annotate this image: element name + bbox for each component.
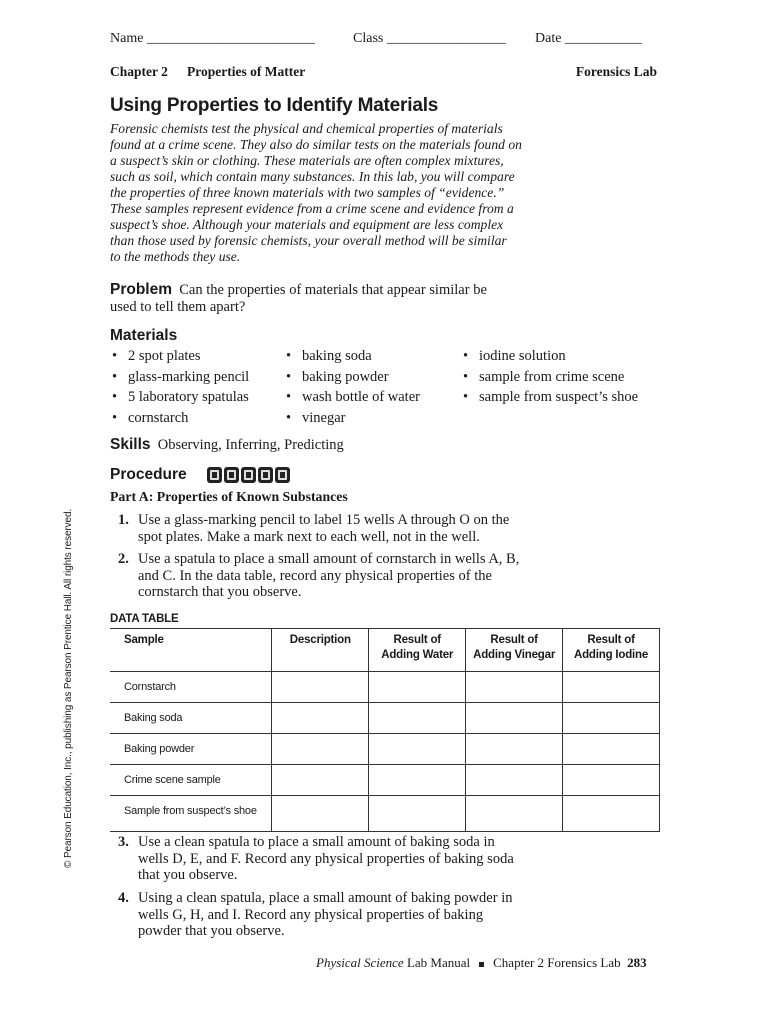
step-line: spot plates. Make a mark next to each well, not in the well. xyxy=(138,528,480,545)
material-label: 2 spot plates xyxy=(128,348,201,364)
goggles-icon xyxy=(207,467,222,483)
footer-chapter-ref: Chapter 2 Forensics Lab xyxy=(493,955,621,970)
step-text xyxy=(138,512,509,545)
result-cell-iodine[interactable] xyxy=(563,703,660,734)
bullet: • xyxy=(286,368,292,385)
result-cell-water[interactable] xyxy=(369,796,466,832)
result-cell-water[interactable] xyxy=(369,765,466,796)
materials-heading: Materials xyxy=(110,327,178,344)
chapter-title: Properties of Matter xyxy=(187,64,306,79)
sample-name-cell: Baking powder xyxy=(110,734,272,765)
data-table-label: DATA TABLE xyxy=(110,613,179,625)
table-row xyxy=(110,765,660,796)
table-row xyxy=(110,703,660,734)
data-table-header-row xyxy=(110,629,660,672)
material-item xyxy=(286,408,420,429)
step-line: Use a spatula to place a small amount of cornstarch in wells A, B, xyxy=(138,551,520,567)
material-item xyxy=(463,346,638,367)
footer-book-rest: Lab Manual xyxy=(403,955,471,970)
part-a-heading: Part A: Properties of Known Substances xyxy=(110,489,348,504)
footer-separator xyxy=(479,962,484,967)
skills-text: Observing, Inferring, Predicting xyxy=(157,437,344,453)
sample-name-cell: Baking soda xyxy=(110,703,272,734)
intro-line: a suspect’s skin or clothing. These materials are often complex mixtures, xyxy=(110,153,504,168)
step-text xyxy=(138,890,512,940)
material-item xyxy=(112,387,249,408)
problem-section xyxy=(110,281,570,316)
footer-book-title: Physical Science xyxy=(316,955,404,970)
material-label: cornstarch xyxy=(128,410,189,427)
material-label: sample from crime scene xyxy=(479,368,625,385)
data-table xyxy=(110,628,660,832)
result-cell-description[interactable] xyxy=(272,703,369,734)
bullet: • xyxy=(286,389,292,406)
chapter-number: Chapter 2 xyxy=(110,64,168,79)
handwashing-icon xyxy=(258,467,273,483)
skills-heading: Skills xyxy=(110,436,151,453)
materials-column-2 xyxy=(286,346,420,429)
result-cell-description[interactable] xyxy=(272,765,369,796)
col-header-description: Description xyxy=(272,629,369,672)
material-label: sample from suspect’s shoe xyxy=(479,389,639,406)
material-label: iodine solution xyxy=(479,348,566,364)
result-cell-iodine[interactable] xyxy=(563,765,660,796)
material-label: baking soda xyxy=(302,348,372,364)
intro-line: to the methods they use. xyxy=(110,249,241,264)
table-row xyxy=(110,734,660,765)
bullet: • xyxy=(463,368,469,385)
result-cell-iodine[interactable] xyxy=(563,672,660,703)
result-cell-vinegar[interactable] xyxy=(466,672,563,703)
bullet: • xyxy=(286,410,292,427)
page-title: Using Properties to Identify Materials xyxy=(110,95,439,116)
intro-line: such as soil, which contain many substances. In this lab, you will compare xyxy=(110,169,515,184)
lab-name: Forensics Lab xyxy=(575,64,657,79)
result-cell-iodine[interactable] xyxy=(563,734,660,765)
chemical-safety-icon xyxy=(241,467,256,483)
intro-paragraph xyxy=(110,121,570,265)
result-cell-vinegar[interactable] xyxy=(466,796,563,832)
date-field[interactable]: Date ___________ xyxy=(535,31,642,46)
col-header-iodine: Result of Adding Iodine xyxy=(563,629,660,672)
material-item xyxy=(286,367,420,388)
result-cell-vinegar[interactable] xyxy=(466,734,563,765)
intro-line: the properties of three known materials with two samples of “evidence.” xyxy=(110,185,505,200)
sample-name-cell: Crime scene sample xyxy=(110,765,272,796)
step-number: 2. xyxy=(118,551,129,567)
material-label: 5 laboratory spatulas xyxy=(128,389,249,406)
col-header-vinegar: Result of Adding Vinegar xyxy=(466,629,563,672)
step-line: that you observe. xyxy=(138,867,238,883)
material-label: baking powder xyxy=(302,368,389,385)
intro-line: suspect’s shoe. Although your materials and equipment are less complex xyxy=(110,217,504,232)
sample-name-cell: Sample from suspect’s shoe xyxy=(110,796,272,832)
table-row xyxy=(110,672,660,703)
skills-section xyxy=(110,436,344,454)
intro-line: found at a crime scene. They also do similar tests on the materials found on xyxy=(110,137,522,152)
step-number: 4. xyxy=(118,890,129,906)
class-field[interactable]: Class _________________ xyxy=(353,31,506,46)
problem-text-line-2: used to tell them apart? xyxy=(110,299,246,315)
result-cell-description[interactable] xyxy=(272,734,369,765)
material-item xyxy=(112,408,249,429)
material-item xyxy=(463,387,638,408)
material-item xyxy=(286,346,420,367)
result-cell-iodine[interactable] xyxy=(563,796,660,832)
result-cell-vinegar[interactable] xyxy=(466,703,563,734)
result-cell-vinegar[interactable] xyxy=(466,765,563,796)
bullet: • xyxy=(112,389,118,406)
step-line: powder that you observe. xyxy=(138,923,285,939)
bullet: • xyxy=(112,348,118,364)
result-cell-description[interactable] xyxy=(272,672,369,703)
table-row xyxy=(110,796,660,832)
step-line: cornstarch that you observe. xyxy=(138,584,302,600)
problem-heading: Problem xyxy=(110,281,173,298)
step-text xyxy=(138,551,519,601)
result-cell-water[interactable] xyxy=(369,672,466,703)
material-item xyxy=(463,367,638,388)
col-header-sample: Sample xyxy=(110,629,272,672)
page-number: 283 xyxy=(627,955,647,970)
glassware-icon xyxy=(275,467,290,483)
problem-text-line-1: Can the properties of materials that appear similar be xyxy=(179,282,487,298)
material-label: glass-marking pencil xyxy=(128,368,250,385)
apron-icon xyxy=(224,467,239,483)
material-label: vinegar xyxy=(302,410,346,427)
material-item xyxy=(112,346,249,367)
step-line: wells D, E, and F. Record any physical properties of baking soda xyxy=(138,850,514,867)
step-line: Using a clean spatula, place a small amount of baking powder in xyxy=(138,890,513,906)
intro-line: These samples represent evidence from a crime scene and evidence from a xyxy=(110,201,514,216)
materials-column-3 xyxy=(463,346,638,408)
step-line: wells G, H, and I. Record any physical properties of baking xyxy=(138,906,484,923)
safety-icons xyxy=(207,467,292,485)
materials-column-1 xyxy=(112,346,249,429)
page-footer xyxy=(316,955,647,971)
bullet: • xyxy=(112,410,118,427)
step-line: and C. In the data table, record any physical properties of the xyxy=(138,567,492,584)
step-number: 1. xyxy=(118,512,129,528)
procedure-heading: Procedure xyxy=(110,466,187,483)
result-cell-water[interactable] xyxy=(369,734,466,765)
material-item xyxy=(286,387,420,408)
material-item xyxy=(112,367,249,388)
step-number: 3. xyxy=(118,834,129,850)
result-cell-description[interactable] xyxy=(272,796,369,832)
copyright-notice: © Pearson Education, Inc., publishing as Pearson Prentice Hall. All rights reserved. xyxy=(63,508,74,868)
bullet: • xyxy=(463,348,469,364)
bullet: • xyxy=(463,389,469,406)
step-text xyxy=(138,834,514,884)
intro-line: Forensic chemists test the physical and chemical properties of materials xyxy=(110,121,503,136)
bullet: • xyxy=(286,348,292,364)
result-cell-water[interactable] xyxy=(369,703,466,734)
material-label: wash bottle of water xyxy=(302,389,420,406)
bullet: • xyxy=(112,368,118,385)
step-line: Use a glass-marking pencil to label 15 wells A through O on the xyxy=(138,512,510,528)
step-line: Use a clean spatula to place a small amount of baking soda in xyxy=(138,834,495,850)
intro-line: than those used by forensic chemists, your overall method will be similar xyxy=(110,233,507,248)
name-field[interactable]: Name ________________________ xyxy=(110,31,315,46)
sample-name-cell: Cornstarch xyxy=(110,672,272,703)
student-info-line xyxy=(110,31,660,49)
col-header-water: Result of Adding Water xyxy=(369,629,466,672)
